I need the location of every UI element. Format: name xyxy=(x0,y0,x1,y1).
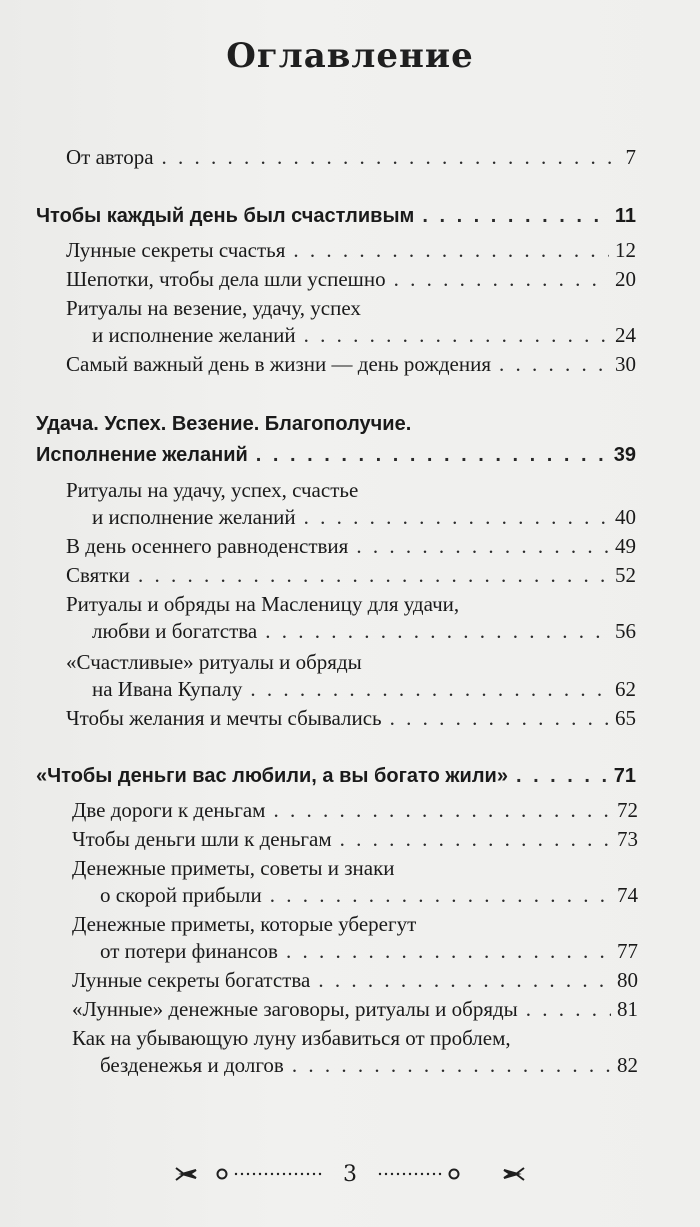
toc-entry xyxy=(100,883,638,907)
toc-entry-page: 73 xyxy=(617,827,638,851)
toc-entry xyxy=(66,563,636,587)
toc-entry xyxy=(72,827,638,851)
leader-dots xyxy=(304,505,609,529)
leader-dots xyxy=(265,619,609,643)
toc-entry-page: 80 xyxy=(617,968,638,992)
toc-entry-line1: Ритуалы на удачу, успех, счастье xyxy=(66,478,359,502)
toc-entry-label: Чтобы желания и мечты сбывались xyxy=(66,706,382,730)
toc-section-line1: Удача. Успех. Везение. Благополучие. xyxy=(36,413,412,435)
toc-entry-page: 24 xyxy=(615,323,636,347)
toc-entry-label: и исполнение желаний xyxy=(92,323,296,347)
leader-dots xyxy=(356,534,609,558)
toc-entry-line1: Как на убывающую луну избавиться от проблем, xyxy=(72,1026,511,1050)
toc-entry xyxy=(66,145,636,169)
toc-entry-page: 12 xyxy=(615,238,636,262)
toc-entry-page: 81 xyxy=(617,997,638,1021)
toc-entry-label: любви и богатства xyxy=(92,619,258,643)
toc-entry-label: Чтобы деньги шли к деньгам xyxy=(72,827,332,851)
toc-entry-page: 30 xyxy=(615,352,636,376)
toc-entry-label: Самый важный день в жизни — день рождения xyxy=(66,352,491,376)
toc-section-page: 71 xyxy=(613,765,636,787)
toc-entry xyxy=(72,997,638,1021)
toc-entry xyxy=(100,939,638,963)
toc-entry-line1: Денежные приметы, которые уберегут xyxy=(72,912,417,936)
toc-section xyxy=(36,764,636,788)
toc-entry-page: 7 xyxy=(625,145,636,169)
toc-entry xyxy=(92,677,636,701)
toc-entry xyxy=(92,505,636,529)
toc-entry-label: безденежья и долгов xyxy=(100,1053,284,1077)
toc-section xyxy=(36,204,636,228)
toc-entry xyxy=(92,323,636,347)
toc-entry-line1: Ритуалы и обряды на Масленицу для удачи, xyxy=(66,592,460,616)
toc-entry-label: на Ивана Купалу xyxy=(92,677,243,701)
leader-dots xyxy=(292,1053,611,1077)
toc-entry-label: «Лунные» денежные заговоры, ритуалы и обряды xyxy=(72,997,518,1021)
toc-entry xyxy=(66,534,636,558)
toc-section-label: «Чтобы деньги вас любили, а вы богато жили» xyxy=(36,765,508,787)
toc-entry-label: Шепотки, чтобы дела шли успешно xyxy=(66,267,386,291)
toc-entry-label: Лунные секреты счастья xyxy=(66,238,286,262)
toc-entry-label: Лунные секреты богатства xyxy=(72,968,311,992)
toc-entry xyxy=(66,267,636,291)
leader-dots xyxy=(286,939,611,963)
leader-dots xyxy=(304,323,609,347)
toc-section-page: 11 xyxy=(614,205,636,227)
toc-entry xyxy=(66,352,636,376)
toc-entry-page: 52 xyxy=(615,563,636,587)
toc-entry-page: 62 xyxy=(615,677,636,701)
leader-dots xyxy=(394,267,609,291)
toc-entry-label: Святки xyxy=(66,563,130,587)
toc-section-page: 39 xyxy=(613,444,636,466)
leader-dots xyxy=(162,145,620,169)
toc-section xyxy=(36,443,636,467)
leader-dots xyxy=(340,827,611,851)
toc-entry-page: 72 xyxy=(617,798,638,822)
leader-dots xyxy=(422,204,609,228)
leader-dots xyxy=(250,677,609,701)
toc-entry xyxy=(66,706,636,730)
toc-entry-page: 82 xyxy=(617,1053,638,1077)
toc-entry-line1: «Счастливые» ритуалы и обряды xyxy=(66,650,362,674)
leader-dots xyxy=(516,764,608,788)
leader-dots xyxy=(526,997,611,1021)
toc-entry-page: 77 xyxy=(617,939,638,963)
toc-entry-label: От автора xyxy=(66,145,154,169)
toc-entry-label: и исполнение желаний xyxy=(92,505,296,529)
toc-entry xyxy=(100,1053,638,1077)
leader-dots xyxy=(138,563,609,587)
toc-entry-label: В день осеннего равноденствия xyxy=(66,534,349,558)
toc-entry-page: 40 xyxy=(615,505,636,529)
toc-entry-page: 65 xyxy=(615,706,636,730)
toc-section-label: Исполнение желаний xyxy=(36,444,248,466)
toc-entry-page: 74 xyxy=(617,883,638,907)
leader-dots xyxy=(273,798,611,822)
toc-entry xyxy=(72,798,638,822)
toc-entry-label: о скорой прибыли xyxy=(100,883,262,907)
toc-entry xyxy=(72,968,638,992)
toc-entry-line1: Ритуалы на везение, удачу, успех xyxy=(66,296,361,320)
leader-dots xyxy=(270,883,611,907)
toc-entry-page: 56 xyxy=(615,619,636,643)
page-number: 3 xyxy=(343,1162,357,1187)
leader-dots xyxy=(390,706,609,730)
toc-entry xyxy=(66,238,636,262)
toc-entry-page: 49 xyxy=(615,534,636,558)
toc-entry-label: от потери финансов xyxy=(100,939,278,963)
toc-entry-label: Две дороги к деньгам xyxy=(72,798,266,822)
toc-entry-line1: Денежные приметы, советы и знаки xyxy=(72,856,395,880)
toc-entry-page: 20 xyxy=(615,267,636,291)
leader-dots xyxy=(256,443,608,467)
toc-section-label: Чтобы каждый день был счастливым xyxy=(36,205,415,227)
leader-dots xyxy=(499,352,609,376)
page-title: Оглавление xyxy=(226,36,474,76)
leader-dots xyxy=(293,238,609,262)
toc-entry xyxy=(92,619,636,643)
leader-dots xyxy=(318,968,611,992)
